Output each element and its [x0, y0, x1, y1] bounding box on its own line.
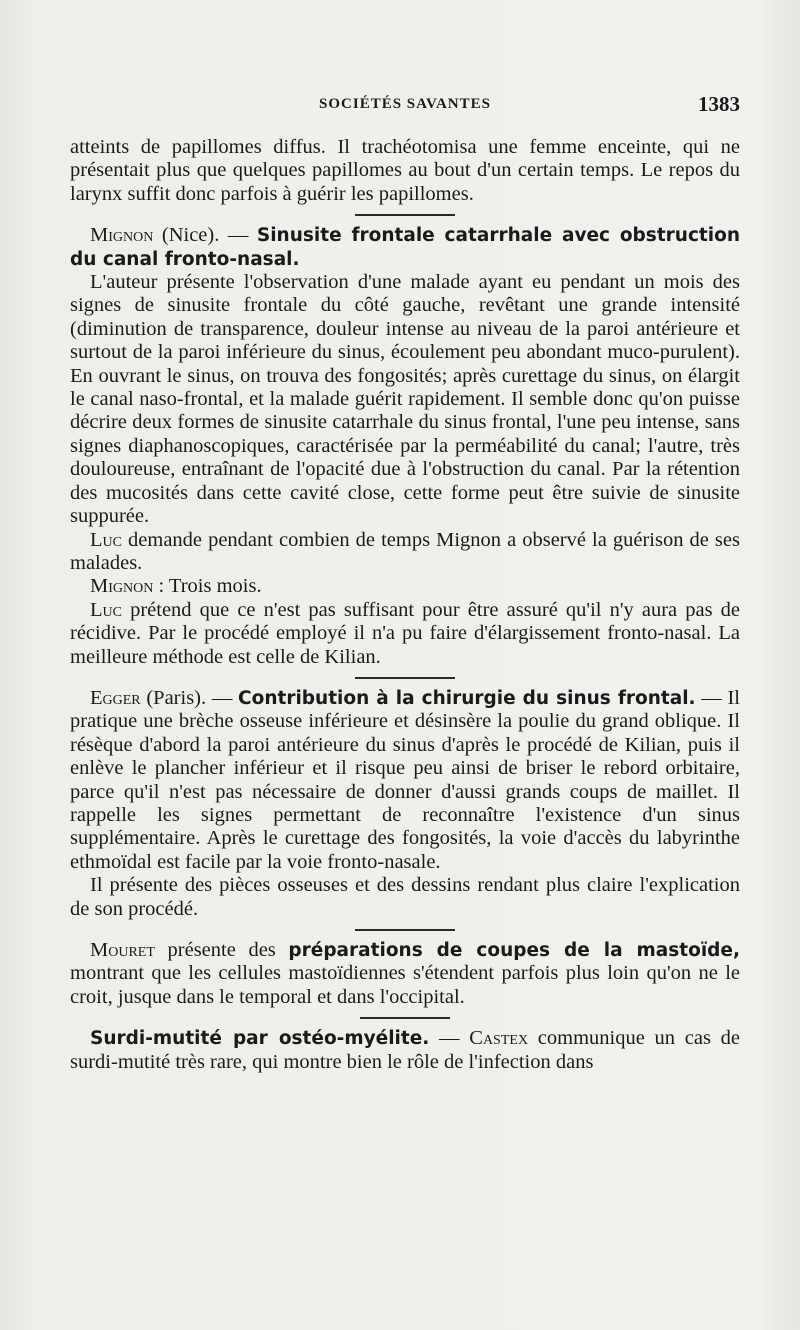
section-egger-body2: Il présente des pièces osseuses et des dessins rendant plus claire l'explication de son procédé. [70, 874, 740, 920]
communication-title: Contribution à la chirurgie du sinus frontal. [238, 687, 696, 709]
communication-title: Surdi-mutité par ostéo-myélite. [90, 1028, 430, 1050]
discussion-mignon-answer: Mignon : Trois mois. [90, 575, 262, 598]
author-name: Egger [90, 686, 141, 709]
paragraph-continuation: atteints de papillomes diffus. Il trachéotomisa une femme enceinte, qui ne présentait plus que quelques papillomes au bout d'un certain temps. Le repos du larynx suffit donc parfois à guérir les papillomes. [70, 136, 740, 205]
communication-title: préparations de coupes de la mastoïde, [288, 940, 740, 961]
discussion-luc-remark: Luc prétend que ce n'est pas suffisant pour être assuré qu'il n'y aura pas de récidive. Par le procédé employé il n'a pu faire d'élargissement fronto-nasal. La meilleure méthode est celle de Kilian. [70, 598, 740, 668]
author-name: Mouret [90, 939, 155, 961]
section-mouret: Mouret présente des préparations de coupes de la mastoïde, montrant que les cellules mastoïdiennes s'étendent parfois plus loin qu'on ne le croit, jusque dans le temporal et dans l'occipital. [70, 939, 740, 1008]
page-body [70, 136, 740, 1074]
running-title: SOCIÉTÉS SAVANTES [319, 96, 491, 112]
speaker-name: Luc [90, 528, 122, 551]
page-number: 1383 [698, 92, 740, 116]
communication-title: Sinusite frontale catarrhale avec obstruction du canal fronto-nasal. [70, 225, 740, 270]
section-mignon-heading: Mignon (Nice). — Sinusite frontale catarrhale avec obstruction du canal fronto-nasal. [70, 224, 740, 270]
section-castex: Surdi-mutité par ostéo-myélite. — Castex communique un cas de surdi-mutité très rare, qui montre bien le rôle de l'infection dans [70, 1027, 741, 1073]
speaker-name: Luc [90, 598, 122, 621]
author-name: Castex [469, 1027, 529, 1050]
author-name: Mignon [90, 224, 154, 247]
discussion-luc-question: Luc demande pendant combien de temps Mignon a observé la guérison de ses malades. [70, 528, 740, 574]
speaker-name: Mignon [90, 575, 154, 598]
running-head [70, 92, 740, 120]
section-egger: Egger (Paris). — Contribution à la chirurgie du sinus frontal. — Il pratique une brèche osseuse inférieure et désinsère la poulie du grand oblique. Il résèque d'abord la paroi antérieure du sinus d'après le procédé de Kilian, puis il enlève le plancher inférieur et il risque peu ainsi de briser le rebord orbitaire, parce qu'il n'est pas nécessaire de donner d'aussi grands coups de maillet. Il rappelle les signes permettant de reconnaître l'existence d'un sinus supplémentaire. Après le curettage des fongosités, la voie d'accès du labyrinthe ethmoïdal est facile par la voie fronto-nasale. [70, 686, 741, 873]
section-mignon-body: L'auteur présente l'observation d'une malade ayant eu pendant un mois des signes de sinusite frontale du côté gauche, revêtant une grande intensité (diminution de transparence, douleur intense au niveau de la paroi antérieure et surtout de la paroi inférieure du sinus, écoulement peu abondant muco-purulent). En ouvrant le sinus, on trouva des fongosités; après curettage du sinus, on élargit le canal naso-frontal, et la malade guérit rapidement. Il semble donc qu'on puisse décrire deux formes de sinusite catarrhale du sinus frontal, l'une peu intense, sans signes diaphanoscopiques, caractérisée par la perméabilité du canal; l'autre, très douloureuse, entraînant de l'opacité due à l'obstruction du canal. Par la rétention des mucosités dans cette cavité close, cette forme peut être suivie de sinusite suppurée. [70, 271, 740, 528]
